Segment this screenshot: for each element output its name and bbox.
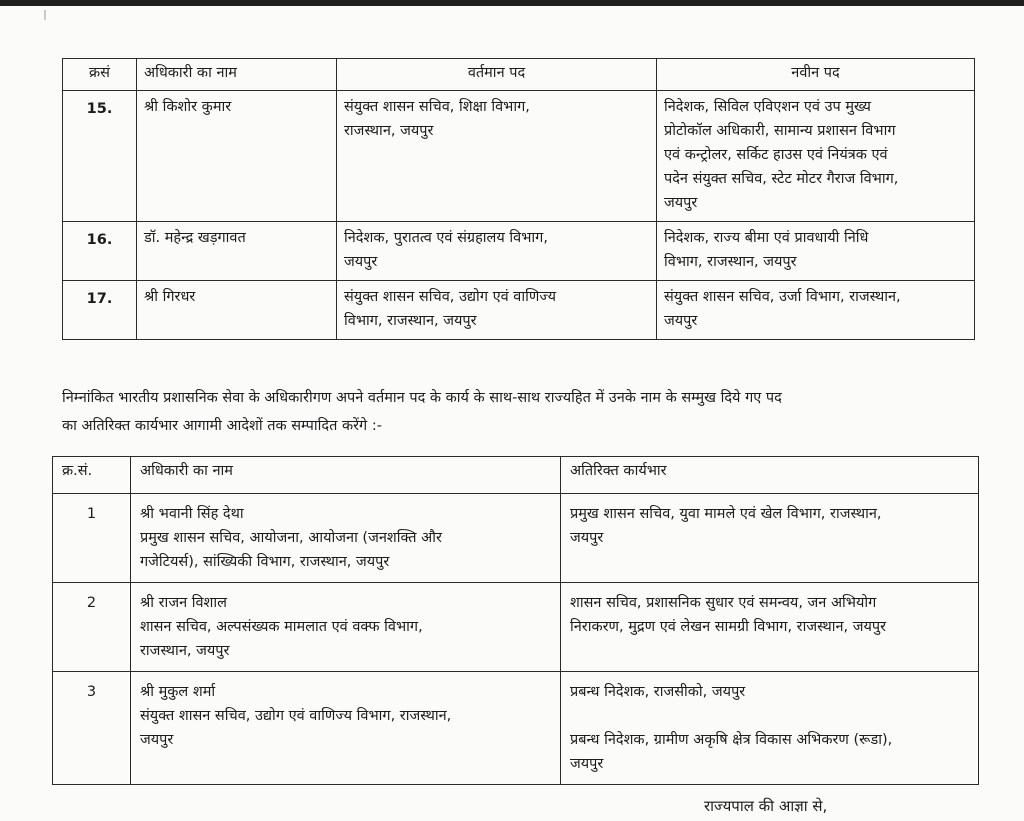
serial-number: 17. <box>63 281 137 340</box>
text-line: प्रबन्ध निदेशक, राजसीको, जयपुर <box>570 684 746 700</box>
text-line: शासन सचिव, प्रशासनिक सुधार एवं समन्वय, जन अभियोग <box>570 595 877 611</box>
text-line: निदेशक, राज्य बीमा एवं प्रावधायी निधि <box>664 230 869 246</box>
additional-charge <box>561 494 979 583</box>
officer-name: श्री भवानी सिंह देथा <box>140 506 244 522</box>
officer-name: श्री किशोर कुमार <box>137 91 337 222</box>
text-line: गजेटियर्स), सांख्यिकी विभाग, राजस्थान, जयपुर <box>140 554 390 570</box>
header-current-post: वर्तमान पद <box>337 59 657 91</box>
header-serial: क्र.सं. <box>53 457 131 494</box>
text-line: प्रबन्ध निदेशक, ग्रामीण अकृषि क्षेत्र विकास अभिकरण (रूडा), <box>570 732 893 748</box>
order-paragraph <box>62 384 976 440</box>
text-line: संयुक्त शासन सचिव, उद्योग एवं वाणिज्य <box>344 289 557 305</box>
text-line: निदेशक, सिविल एविएशन एवं उप मुख्य <box>664 99 871 115</box>
paragraph-line: का अतिरिक्त कार्यभार आगामी आदेशों तक सम्पादित करेंगे :- <box>62 418 382 434</box>
officer-name: श्री राजन विशाल <box>140 595 227 611</box>
text-line: जयपुर <box>140 732 174 748</box>
text-line: जयपुर <box>664 195 698 211</box>
text-line: निदेशक, पुरातत्व एवं संग्रहालय विभाग, <box>344 230 548 246</box>
table-row <box>63 91 975 222</box>
new-post <box>657 281 975 340</box>
text-line: एवं कन्ट्रोलर, सर्किट हाउस एवं नियंत्रक एवं <box>664 147 888 163</box>
text-line: संयुक्त शासन सचिव, उद्योग एवं वाणिज्य विभाग, राजस्थान, <box>140 708 452 724</box>
officer-name: डॉ. महेन्द्र खड़गावत <box>137 222 337 281</box>
table-header-row <box>53 457 979 494</box>
serial-number: 15. <box>63 91 137 222</box>
table-header-row <box>63 59 975 91</box>
text-line: प्रमुख शासन सचिव, युवा मामले एवं खेल विभाग, राजस्थान, <box>570 506 882 522</box>
header-officer-name: अधिकारी का नाम <box>131 457 561 494</box>
paragraph-line: निम्नांकित भारतीय प्रशासनिक सेवा के अधिकारीगण अपने वर्तमान पद के कार्य के साथ-साथ राज्यहित में उनके नाम के सम्मुख दिये गए पद <box>62 390 782 406</box>
current-post <box>337 222 657 281</box>
text-line: विभाग, राजस्थान, जयपुर <box>344 313 477 329</box>
officer-name: श्री मुकुल शर्मा <box>140 684 216 700</box>
table-row <box>53 583 979 672</box>
new-post <box>657 222 975 281</box>
serial-number: 1 <box>53 494 131 583</box>
serial-number: 2 <box>53 583 131 672</box>
transfer-table <box>62 58 975 340</box>
signature-line: राज्यपाल की आज्ञा से, <box>704 797 828 815</box>
serial-number: 16. <box>63 222 137 281</box>
additional-charge <box>561 583 979 672</box>
table-row <box>53 494 979 583</box>
text-line: प्रोटोकॉल अधिकारी, सामान्य प्रशासन विभाग <box>664 123 896 139</box>
spacer <box>570 704 969 728</box>
text-line: जयपुर <box>344 254 378 270</box>
serial-number: 3 <box>53 672 131 785</box>
scan-mark <box>44 10 46 20</box>
text-line: निराकरण, मुद्रण एवं लेखन सामग्री विभाग, राजस्थान, जयपुर <box>570 619 887 635</box>
text-line: शासन सचिव, अल्पसंख्यक मामलात एवं वक्फ विभाग, <box>140 619 423 635</box>
text-line: जयपुर <box>570 756 604 772</box>
officer-details <box>131 672 561 785</box>
officer-details <box>131 583 561 672</box>
table-row <box>63 222 975 281</box>
officer-name: श्री गिरधर <box>137 281 337 340</box>
additional-charge <box>561 672 979 785</box>
header-officer-name: अधिकारी का नाम <box>137 59 337 91</box>
header-serial: क्रसं <box>63 59 137 91</box>
text-line: संयुक्त शासन सचिव, शिक्षा विभाग, <box>344 99 530 115</box>
text-line: राजस्थान, जयपुर <box>140 643 230 659</box>
text-line: प्रमुख शासन सचिव, आयोजना, आयोजना (जनशक्ति और <box>140 530 442 546</box>
text-line: पदेन संयुक्त सचिव, स्टेट मोटर गैराज विभाग, <box>664 171 899 187</box>
header-new-post: नवीन पद <box>657 59 975 91</box>
table-row <box>53 672 979 785</box>
additional-charge-table <box>52 456 979 785</box>
text-line: जयपुर <box>664 313 698 329</box>
text-line: संयुक्त शासन सचिव, उर्जा विभाग, राजस्थान, <box>664 289 901 305</box>
top-bar <box>0 0 1024 6</box>
current-post <box>337 91 657 222</box>
table-row <box>63 281 975 340</box>
new-post <box>657 91 975 222</box>
text-line: विभाग, राजस्थान, जयपुर <box>664 254 797 270</box>
text-line: राजस्थान, जयपुर <box>344 123 434 139</box>
current-post <box>337 281 657 340</box>
text-line: जयपुर <box>570 530 604 546</box>
header-additional-charge: अतिरिक्त कार्यभार <box>561 457 979 494</box>
officer-details <box>131 494 561 583</box>
